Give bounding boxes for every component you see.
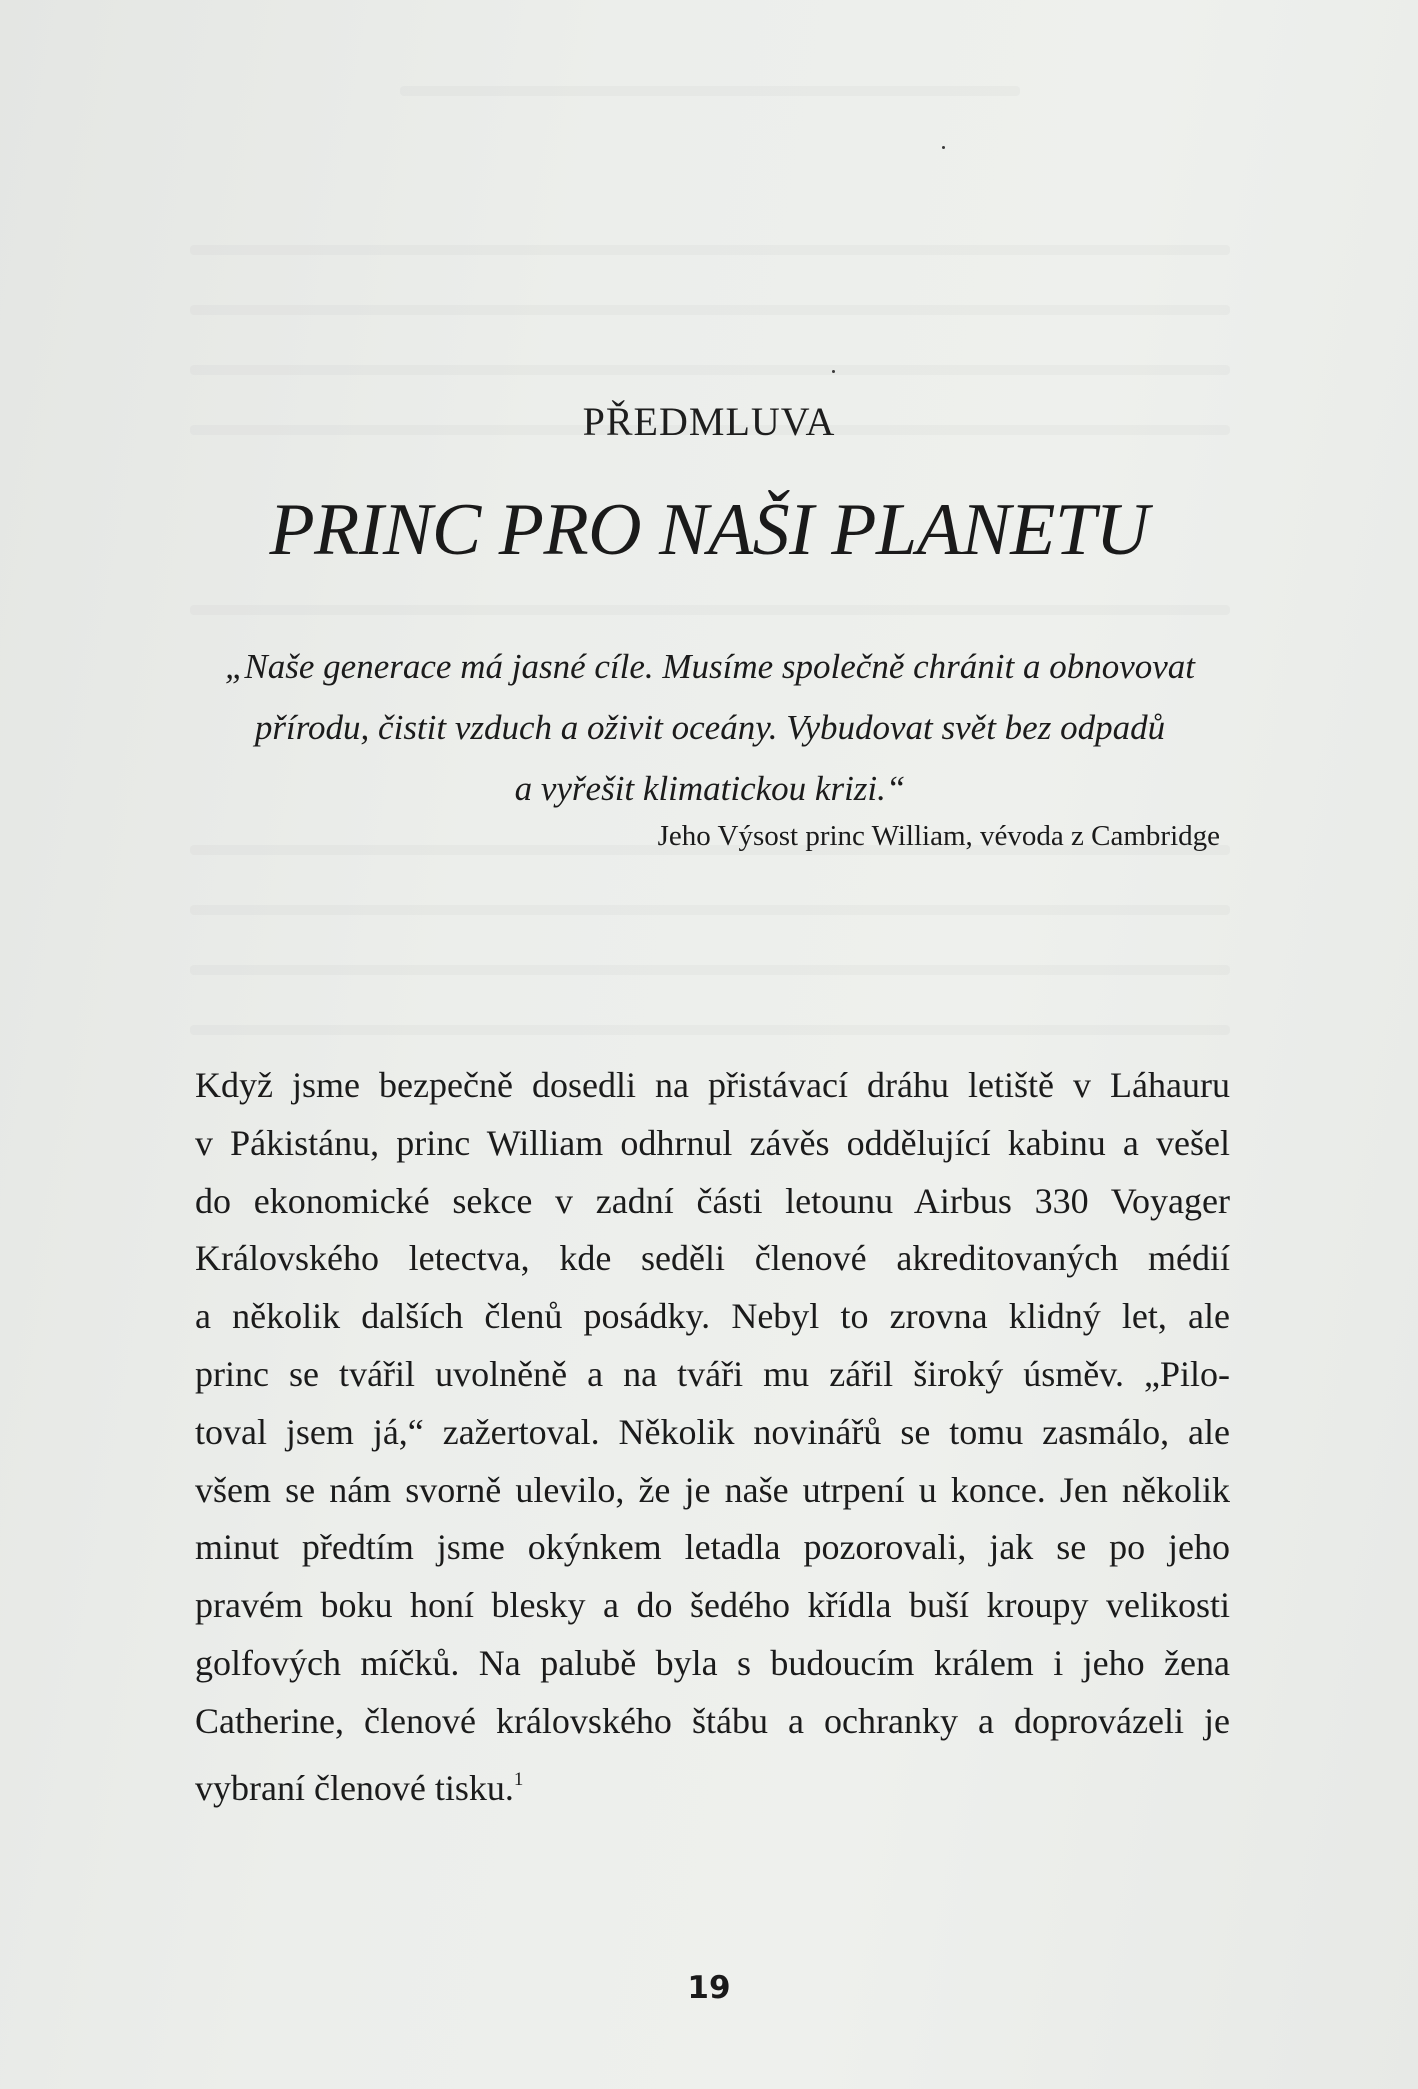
page-number: 19 bbox=[687, 1970, 731, 2006]
body-line: pravém boku honí blesky a do šedého křídla buší kroupy velikosti bbox=[195, 1585, 1230, 1626]
body-line-last bbox=[195, 1751, 1230, 1818]
speck bbox=[942, 146, 945, 149]
epigraph-attribution: Jeho Výsost princ William, vévoda z Cambridge bbox=[657, 820, 1220, 852]
show-through bbox=[190, 365, 1230, 375]
body-line: Královského letectva, kde seděli členové akreditovaných médií bbox=[195, 1238, 1230, 1279]
body-line: do ekonomické sekce v zadní části letounu Airbus 330 Voyager bbox=[195, 1180, 1230, 1221]
show-through bbox=[190, 305, 1230, 315]
body-line: minut předtím jsme okýnkem letadla pozorovali, jak se po jeho bbox=[195, 1527, 1230, 1568]
section-label: PŘEDMLUVA bbox=[582, 399, 836, 444]
body-line: Když jsme bezpečně dosedli na přistávací dráhu letiště v Láhauru bbox=[195, 1065, 1230, 1105]
body-paragraph bbox=[195, 1057, 1230, 1817]
body-line: všem se nám svorně ulevilo, že je naše utrpení u konce. Jen několik bbox=[195, 1469, 1230, 1510]
body-line-text: vybraní členové tisku. bbox=[195, 1767, 514, 1808]
speck bbox=[832, 370, 835, 373]
show-through bbox=[190, 965, 1230, 975]
body-line: princ se tvářil uvolněně a na tváři mu zářil široký úsměv. „Pilo- bbox=[195, 1353, 1230, 1394]
show-through bbox=[400, 86, 1020, 96]
epigraph-line: „Naše generace má jasné cíle. Musíme společně chránit a obnovovat bbox=[224, 647, 1196, 686]
body-line: golfových míčků. Na palubě byla s budoucím králem i jeho žena bbox=[195, 1642, 1230, 1683]
show-through bbox=[190, 245, 1230, 255]
chapter-title: PRINC PRO NAŠI PLANETU bbox=[269, 489, 1149, 571]
show-through bbox=[190, 905, 1230, 915]
epigraph-line: a vyřešit klimatickou krizi.“ bbox=[514, 769, 906, 808]
body-line: a několik dalších členů posádky. Nebyl to zrovna klidný let, ale bbox=[195, 1296, 1230, 1337]
body-line: Catherine, členové královského štábu a ochranky a doprovázeli je bbox=[195, 1700, 1230, 1741]
show-through bbox=[190, 605, 1230, 615]
body-line: toval jsem já,“ zažertoval. Několik novinářů se tomu zasmálo, ale bbox=[195, 1411, 1230, 1452]
epigraph-line: přírodu, čistit vzduch a oživit oceány. Vybudovat svět bez odpadů bbox=[254, 708, 1166, 747]
body-line: v Pákistánu, princ William odhrnul závěs oddělující kabinu a vešel bbox=[195, 1122, 1230, 1163]
footnote-marker[interactable]: 1 bbox=[513, 1768, 524, 1790]
epigraph bbox=[195, 636, 1225, 819]
show-through bbox=[190, 1025, 1230, 1035]
